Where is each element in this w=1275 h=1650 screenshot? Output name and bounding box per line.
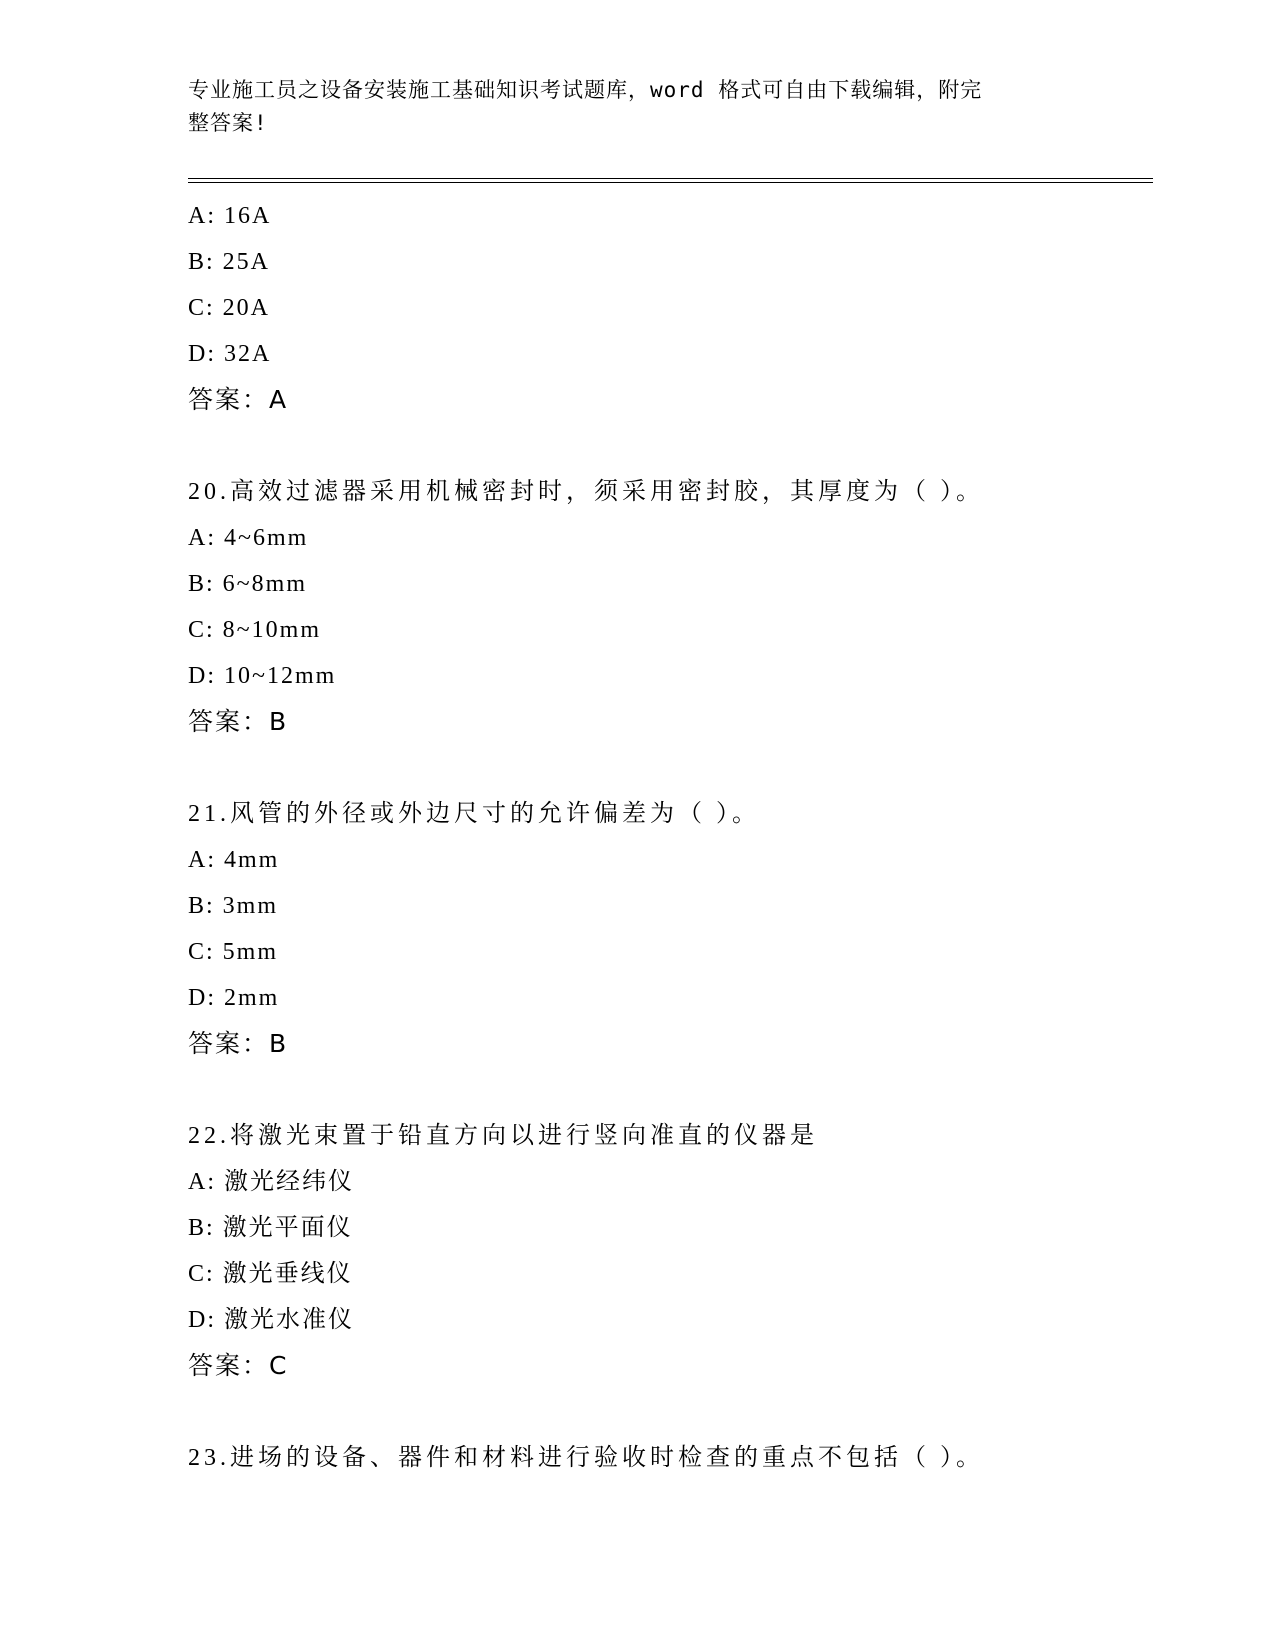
document-header <box>188 74 1068 140</box>
question-block-23 <box>188 1435 1148 1481</box>
question-text: 22.将激光束置于铅直方向以进行竖向准直的仪器是 <box>188 1123 818 1149</box>
question-text: 20.高效过滤器采用机械密封时，须采用密封胶，其厚度为（ ）。 <box>188 479 984 505</box>
header-line-2: 整答案! <box>188 111 268 135</box>
option-d: D: 32A <box>188 341 272 367</box>
answer-label: 答案：B <box>188 1029 289 1058</box>
option-a: A: 4mm <box>188 847 280 873</box>
option-d: D: 2mm <box>188 985 280 1011</box>
option-c: C: 激光垂线仪 <box>188 1261 353 1287</box>
answer-label: 答案：B <box>188 707 289 736</box>
option-a: A: 4~6mm <box>188 525 309 551</box>
question-block-19 <box>188 193 1148 423</box>
question-block-22 <box>188 1113 1148 1389</box>
option-b: B: 激光平面仪 <box>188 1215 353 1241</box>
question-text: 21.风管的外径或外边尺寸的允许偏差为（ ）。 <box>188 801 760 827</box>
option-b: B: 3mm <box>188 893 279 919</box>
option-a: A: 激光经纬仪 <box>188 1169 354 1195</box>
question-block-20 <box>188 469 1148 745</box>
option-b: B: 6~8mm <box>188 571 307 597</box>
answer-label: 答案：A <box>188 385 289 414</box>
spacer <box>188 1389 1148 1435</box>
question-text: 23.进场的设备、器件和材料进行验收时检查的重点不包括（ ）。 <box>188 1445 984 1471</box>
header-divider-top <box>188 178 1153 179</box>
question-block-21 <box>188 791 1148 1067</box>
option-d: D: 激光水准仪 <box>188 1307 354 1333</box>
option-b: B: 25A <box>188 249 271 275</box>
answer-label: 答案：C <box>188 1351 289 1380</box>
header-line-1: 专业施工员之设备安装施工基础知识考试题库，word 格式可自由下载编辑，附完 <box>188 78 983 102</box>
option-c: C: 5mm <box>188 939 279 965</box>
spacer <box>188 1067 1148 1113</box>
option-d: D: 10~12mm <box>188 663 337 689</box>
spacer <box>188 745 1148 791</box>
option-c: C: 20A <box>188 295 271 321</box>
question-list <box>188 193 1148 1481</box>
option-c: C: 8~10mm <box>188 617 321 643</box>
option-a: A: 16A <box>188 203 272 229</box>
header-divider-bottom <box>188 182 1153 183</box>
spacer <box>188 423 1148 469</box>
